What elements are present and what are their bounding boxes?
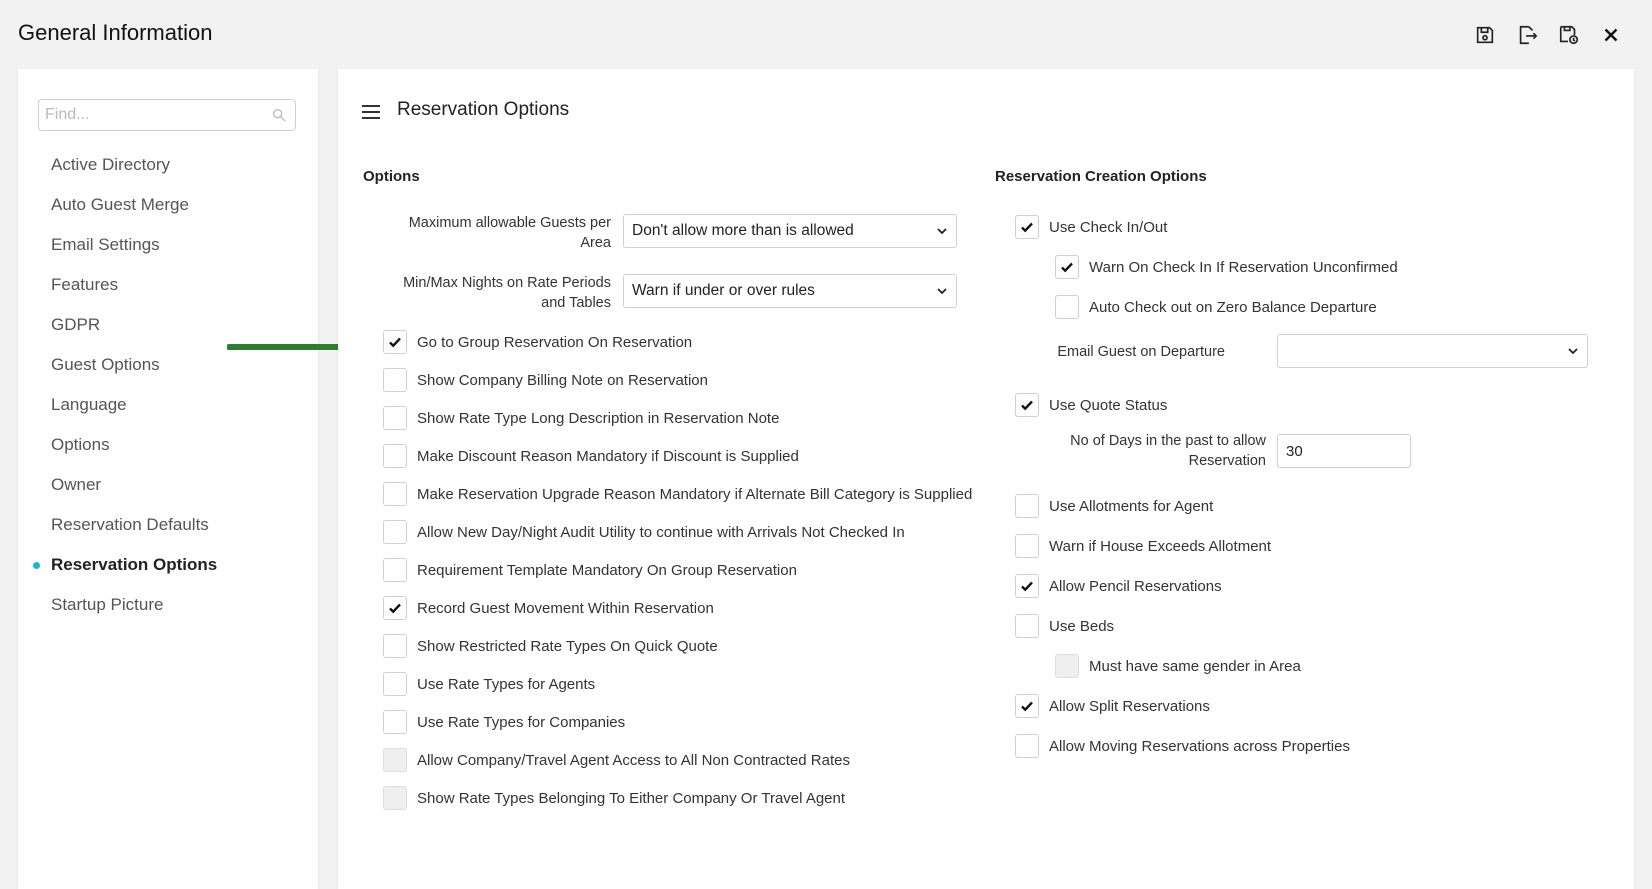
use-check-in-out-checkbox[interactable]: Use Check In/Out (1015, 214, 1167, 240)
sidebar-item-label: Owner (51, 475, 102, 494)
checkbox-box (1055, 654, 1079, 678)
checkbox-box[interactable] (1015, 734, 1039, 758)
allow-pencil-checkbox[interactable]: Allow Pencil Reservations (1015, 573, 1222, 599)
sidebar (18, 69, 318, 889)
save-as-icon (1558, 24, 1580, 46)
chevron-down-icon (1567, 345, 1579, 357)
checkmark-icon (387, 600, 403, 616)
sidebar-item-label: Reservation Options (51, 555, 218, 574)
max-guests-label: Maximum allowable Guests per Area (408, 215, 611, 251)
min-max-nights-select[interactable] (623, 274, 957, 308)
options-checkbox-row[interactable] (383, 481, 972, 507)
sidebar-item-email-settings[interactable] (18, 225, 318, 265)
active-indicator-dot (33, 562, 40, 569)
sidebar-item-features[interactable] (18, 265, 318, 305)
checkbox-label: Record Guest Movement Within Reservation (417, 599, 714, 617)
sidebar-item-label: Active Directory (51, 155, 171, 174)
checkmark-icon (1019, 219, 1035, 235)
auto-check-out-checkbox[interactable]: Auto Check out on Zero Balance Departure (1055, 294, 1377, 320)
sidebar-nav (18, 145, 318, 625)
save-and-exit-icon (1516, 24, 1538, 46)
checkbox-box[interactable] (1055, 255, 1079, 279)
days-in-past-label: No of Days in the past to allow Reservation (1070, 433, 1266, 469)
sidebar-item-label: Options (51, 435, 110, 454)
checkbox-box[interactable] (383, 710, 407, 734)
checkmark-icon (1019, 698, 1035, 714)
options-checkbox-row (383, 785, 845, 811)
min-max-nights-value: Warn if under or over rules (632, 282, 815, 299)
checkbox-label: Show Rate Type Long Description in Reservation Note (417, 409, 780, 427)
use-allotments-checkbox[interactable]: Use Allotments for Agent (1015, 493, 1213, 519)
checkmark-icon (1019, 397, 1035, 413)
checkbox-label: Use Rate Types for Agents (417, 675, 596, 693)
sidebar-item-owner[interactable] (18, 465, 318, 505)
checkbox-box[interactable] (383, 482, 407, 506)
options-checkbox-row[interactable] (383, 671, 595, 697)
same-gender-checkbox: Must have same gender in Area (1055, 653, 1301, 679)
max-guests-value: Don't allow more than is allowed (632, 222, 854, 239)
options-checkbox-row[interactable] (383, 633, 718, 659)
sidebar-item-label: Auto Guest Merge (51, 195, 189, 214)
sidebar-item-language[interactable] (18, 385, 318, 425)
checkbox-label: Requirement Template Mandatory On Group Reservation (417, 561, 797, 579)
checkbox-box[interactable] (1015, 694, 1039, 718)
checkbox-box (383, 786, 407, 810)
options-checkbox-row[interactable] (383, 329, 692, 355)
checkbox-label: Show Company Billing Note on Reservation (417, 371, 708, 389)
sidebar-item-label: Language (51, 395, 127, 414)
creation-options-heading: Reservation Creation Options (995, 168, 1207, 185)
chevron-down-icon (936, 225, 948, 237)
checkbox-box[interactable] (1015, 614, 1039, 638)
checkbox-box[interactable] (1055, 295, 1079, 319)
save-button[interactable] (1472, 22, 1498, 48)
checkbox-label: Show Rate Types Belonging To Either Company Or Travel Agent (417, 789, 846, 807)
use-quote-status-checkbox[interactable]: Use Quote Status (1015, 392, 1167, 418)
close-icon (1600, 24, 1622, 46)
options-checkbox-row[interactable] (383, 367, 708, 393)
sidebar-item-label: Startup Picture (51, 595, 164, 614)
sidebar-item-label: Email Settings (51, 235, 160, 254)
sidebar-item-reservation-defaults[interactable] (18, 505, 318, 545)
checkbox-box (383, 748, 407, 772)
checkbox-box[interactable] (383, 368, 407, 392)
sidebar-item-label: Features (51, 275, 119, 294)
checkbox-box[interactable] (383, 444, 407, 468)
section-header-title: Reservation Options (397, 99, 570, 120)
use-beds-checkbox[interactable]: Use Beds (1015, 613, 1114, 639)
save-as-button[interactable] (1556, 22, 1582, 48)
sidebar-item-startup-picture[interactable] (18, 585, 318, 625)
search-box[interactable] (38, 99, 296, 131)
page-title: General Information (18, 20, 213, 45)
search-icon[interactable] (271, 107, 287, 123)
checkbox-box[interactable] (1015, 574, 1039, 598)
options-checkbox-row[interactable] (383, 595, 714, 621)
email-guest-select[interactable] (1277, 334, 1588, 368)
close-button[interactable] (1598, 22, 1624, 48)
checkmark-icon (1059, 259, 1075, 275)
email-guest-label: Email Guest on Departure (1057, 344, 1225, 360)
main-panel (338, 69, 1634, 889)
checkbox-label: Go to Group Reservation On Reservation (417, 333, 693, 351)
search-input[interactable] (39, 101, 271, 129)
checkbox-box[interactable] (383, 406, 407, 430)
checkbox-box[interactable] (383, 634, 407, 658)
checkbox-label: Make Reservation Upgrade Reason Mandatory if Alternate Bill Category is Supplied (417, 485, 973, 503)
checkbox-box[interactable] (1015, 215, 1039, 239)
sidebar-item-label: Guest Options (51, 355, 160, 374)
options-checkbox-row[interactable] (383, 405, 779, 431)
checkbox-box[interactable] (383, 672, 407, 696)
sidebar-item-label: GDPR (51, 315, 101, 334)
checkmark-icon (387, 334, 403, 350)
checkbox-box[interactable] (383, 596, 407, 620)
checkbox-box[interactable] (383, 330, 407, 354)
menu-icon[interactable] (362, 105, 380, 121)
checkbox-box[interactable] (1015, 534, 1039, 558)
checkbox-label: Allow New Day/Night Audit Utility to continue with Arrivals Not Checked In (417, 523, 905, 541)
checkbox-box[interactable] (1015, 494, 1039, 518)
checkmark-icon (1019, 578, 1035, 594)
checkbox-label: Show Restricted Rate Types On Quick Quote (417, 637, 718, 655)
checkbox-label: Make Discount Reason Mandatory if Discount is Supplied (417, 447, 799, 465)
sidebar-item-reservation-options[interactable] (18, 545, 318, 585)
options-checkbox-row[interactable] (383, 709, 625, 735)
checkbox-label: Use Rate Types for Companies (417, 713, 626, 731)
min-max-nights-label: Min/Max Nights on Rate Periods and Tables (403, 275, 611, 311)
days-in-past-input[interactable]: 30 (1277, 434, 1411, 468)
options-checkbox-row[interactable] (383, 519, 905, 545)
chevron-down-icon (936, 285, 948, 297)
sidebar-item-options[interactable] (18, 425, 318, 465)
options-checkbox-row (383, 747, 850, 773)
options-heading: Options (363, 168, 420, 185)
save-icon (1474, 24, 1496, 46)
checkbox-box[interactable] (1015, 393, 1039, 417)
toolbar (1472, 22, 1624, 48)
save-and-exit-button[interactable] (1514, 22, 1540, 48)
sidebar-item-label: Reservation Defaults (51, 515, 209, 534)
sidebar-item-auto-guest-merge[interactable] (18, 185, 318, 225)
allow-split-checkbox[interactable]: Allow Split Reservations (1015, 693, 1210, 719)
warn-on-check-in-checkbox[interactable]: Warn On Check In If Reservation Unconfirmed (1055, 254, 1398, 280)
checkbox-box[interactable] (383, 558, 407, 582)
max-guests-select[interactable] (623, 214, 957, 248)
allow-moving-checkbox[interactable]: Allow Moving Reservations across Properties (1015, 733, 1350, 759)
warn-house-checkbox[interactable]: Warn if House Exceeds Allotment (1015, 533, 1271, 559)
options-checkbox-row[interactable] (383, 443, 799, 469)
sidebar-item-active-directory[interactable] (18, 145, 318, 185)
checkbox-label: Allow Company/Travel Agent Access to All Non Contracted Rates (417, 751, 850, 769)
checkbox-box[interactable] (383, 520, 407, 544)
options-checkbox-row[interactable] (383, 557, 797, 583)
